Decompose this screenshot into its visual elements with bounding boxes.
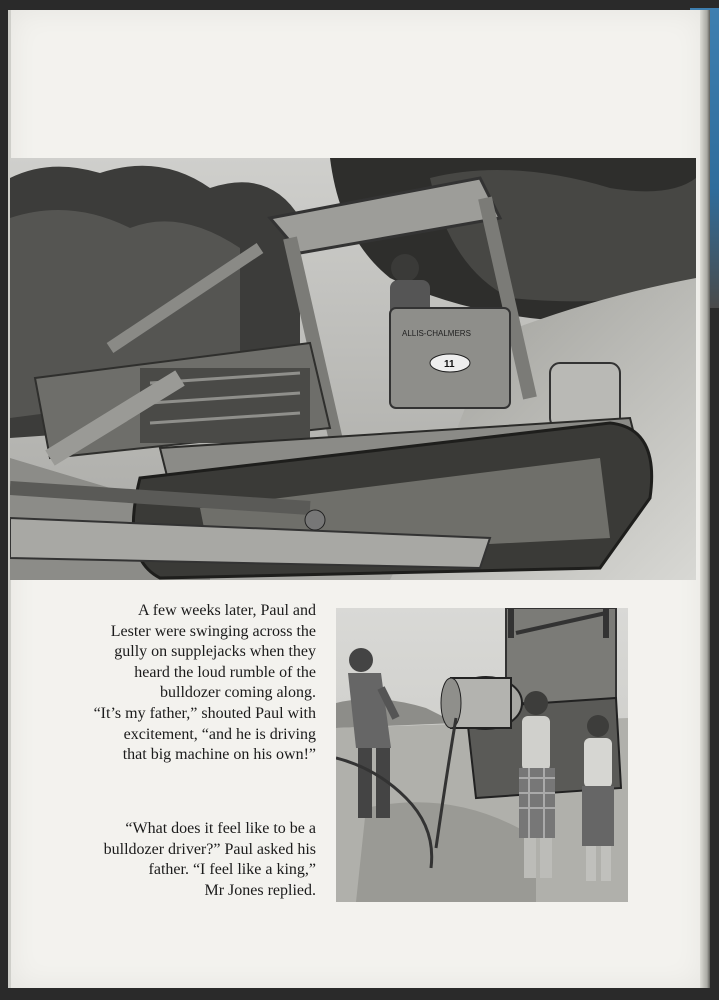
bulldozer-model-number: 11 <box>444 359 455 370</box>
text-line: “It’s my father,” shouted Paul with <box>93 704 316 722</box>
bulldozer-photo <box>10 158 696 580</box>
text-line: bulldozer driver?” Paul asked his <box>103 840 316 858</box>
text-line: gully on supplejacks when they <box>114 643 316 661</box>
text-line: excitement, “and he is driving <box>123 725 316 743</box>
text-line: Lester were swinging across the <box>110 622 316 640</box>
bulldozer-badge-text: ALLIS-CHALMERS <box>402 329 471 338</box>
text-line: “What does it feel like to be a <box>125 820 316 837</box>
text-line: A few weeks later, Paul and <box>138 602 316 619</box>
text-line: Mr Jones replied. <box>204 881 316 899</box>
paragraph-1 <box>60 601 316 766</box>
text-line: heard the loud rumble of the <box>134 663 316 681</box>
text-line: father. “I feel like a king,” <box>148 861 316 879</box>
page-edge-shadow <box>700 10 710 988</box>
paragraph-2 <box>60 819 316 901</box>
fuel-drum-photo <box>336 608 628 902</box>
text-line: that big machine on his own!” <box>122 746 316 764</box>
text-line: bulldozer coming along. <box>160 684 316 702</box>
